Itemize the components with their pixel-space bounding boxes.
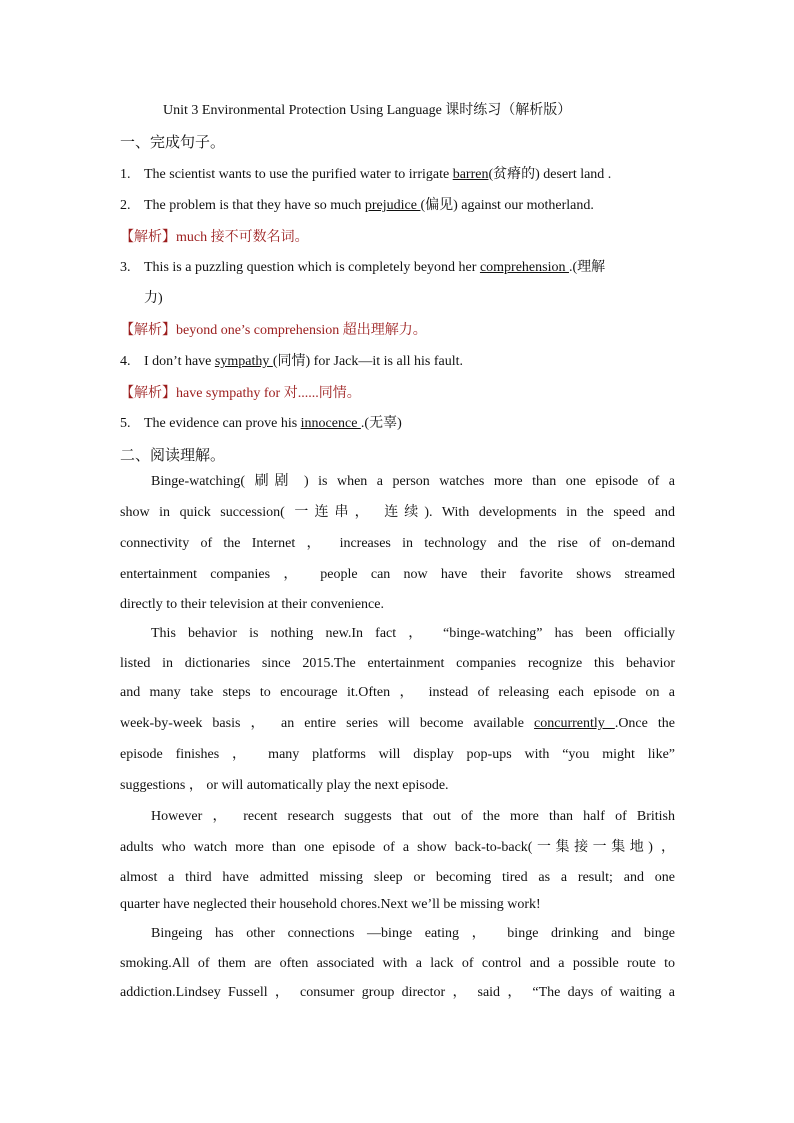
analysis-3: [120, 320, 675, 341]
question-4: [120, 352, 675, 372]
question-text: (同情) for Jack—it is all his fault.: [272, 354, 463, 369]
analysis-2: [120, 227, 675, 248]
question-number: 2.: [120, 198, 131, 213]
passage-line: Bingeing has other connections —binge eating ， binge drinking and binge: [151, 926, 675, 941]
question-text: I don’t have: [144, 354, 215, 369]
analysis-text: beyond one’s comprehension 超出理解力。: [176, 323, 427, 338]
analysis-text: much 接不可数名词。: [176, 230, 309, 245]
passage-line: listed in dictionaries since 2015.The entertainment companies recognize this behavior: [120, 656, 675, 671]
passage-line: directly to their television at their convenience.: [120, 597, 384, 612]
passage-line: However ， recent research suggests that out of the more than half of British: [151, 809, 675, 824]
page-title: Unit 3 Environmental Protection Using Language 课时练习（解析版）: [163, 103, 572, 118]
section-heading-complete-sentences: 一、完成句子。: [120, 133, 226, 151]
question-1: [120, 165, 675, 185]
passage-line: episode finishes ， many platforms will display pop-ups with “you might like”: [120, 747, 675, 762]
passage-line: show in quick succession( 一连串， 连续). With developments in the speed and: [120, 505, 675, 520]
answer-text: prejudice: [364, 198, 421, 213]
passage-line: quarter have neglected their household chores.Next we’ll be missing work!: [120, 897, 541, 912]
analysis-tag: 【解析】: [120, 385, 176, 401]
question-2: [120, 196, 675, 216]
answer-text: innocence: [300, 416, 361, 431]
passage-line: Binge-watching( 刷剧 ) is when a person watches more than one episode of a: [151, 474, 675, 489]
passage-text: .Once the: [614, 716, 675, 731]
passage-line: adults who watch more than one episode of a show back-to-back(一集接一集地) ，: [120, 840, 675, 855]
passage-line: entertainment companies ， people can now have their favorite shows streamed: [120, 567, 675, 582]
passage-line: suggestions ， or will automatically play the next episode.: [120, 778, 449, 793]
question-text: The problem is that they have so much: [144, 198, 365, 213]
passage-line: addiction.Lindsey Fussell ， consumer group director ， said ， “The days of waiting a: [120, 985, 675, 1000]
question-number: 1.: [120, 167, 131, 182]
question-text: The scientist wants to use the purified water to irrigate: [144, 167, 453, 182]
analysis-text: have sympathy for 对......同情。: [176, 386, 361, 401]
question-number: 4.: [120, 354, 131, 369]
passage-line: This behavior is nothing new.In fact ， “binge-watching” has been officially: [151, 626, 675, 641]
question-text: (偏见) against our motherland.: [420, 198, 594, 213]
underlined-word: concurrently: [534, 716, 615, 731]
analysis-tag: 【解析】: [120, 229, 176, 245]
passage-line: smoking.All of them are often associated with a lack of control and a possible route to: [120, 956, 675, 971]
answer-text: barren: [452, 167, 489, 182]
analysis-4: [120, 383, 675, 404]
passage-line: almost a third have admitted missing sleep or becoming tired as a result; and one: [120, 870, 675, 885]
question-text: .(无辜): [360, 416, 402, 431]
answer-text: comprehension: [479, 260, 569, 275]
section-heading-reading: 二、阅读理解。: [120, 446, 226, 464]
question-text: The evidence can prove his: [144, 416, 301, 431]
passage-line: and many take steps to encourage it.Often ， instead of releasing each episode on a: [120, 685, 675, 700]
passage-line: [120, 714, 675, 734]
question-number: 3.: [120, 260, 131, 275]
question-text: (贫瘠的) desert land .: [488, 167, 612, 182]
question-text: This is a puzzling question which is completely beyond her: [144, 260, 480, 275]
passage-text: week-by-week basis ， an entire series will become available: [120, 716, 535, 731]
answer-text: sympathy: [214, 354, 273, 369]
question-text: .(理解: [568, 260, 606, 275]
question-3-continuation: 力): [144, 291, 163, 306]
analysis-tag: 【解析】: [120, 322, 176, 338]
passage-line: connectivity of the Internet ， increases in technology and the rise of on-demand: [120, 536, 675, 551]
question-3: [120, 258, 675, 278]
question-number: 5.: [120, 416, 131, 431]
question-5: [120, 414, 675, 434]
